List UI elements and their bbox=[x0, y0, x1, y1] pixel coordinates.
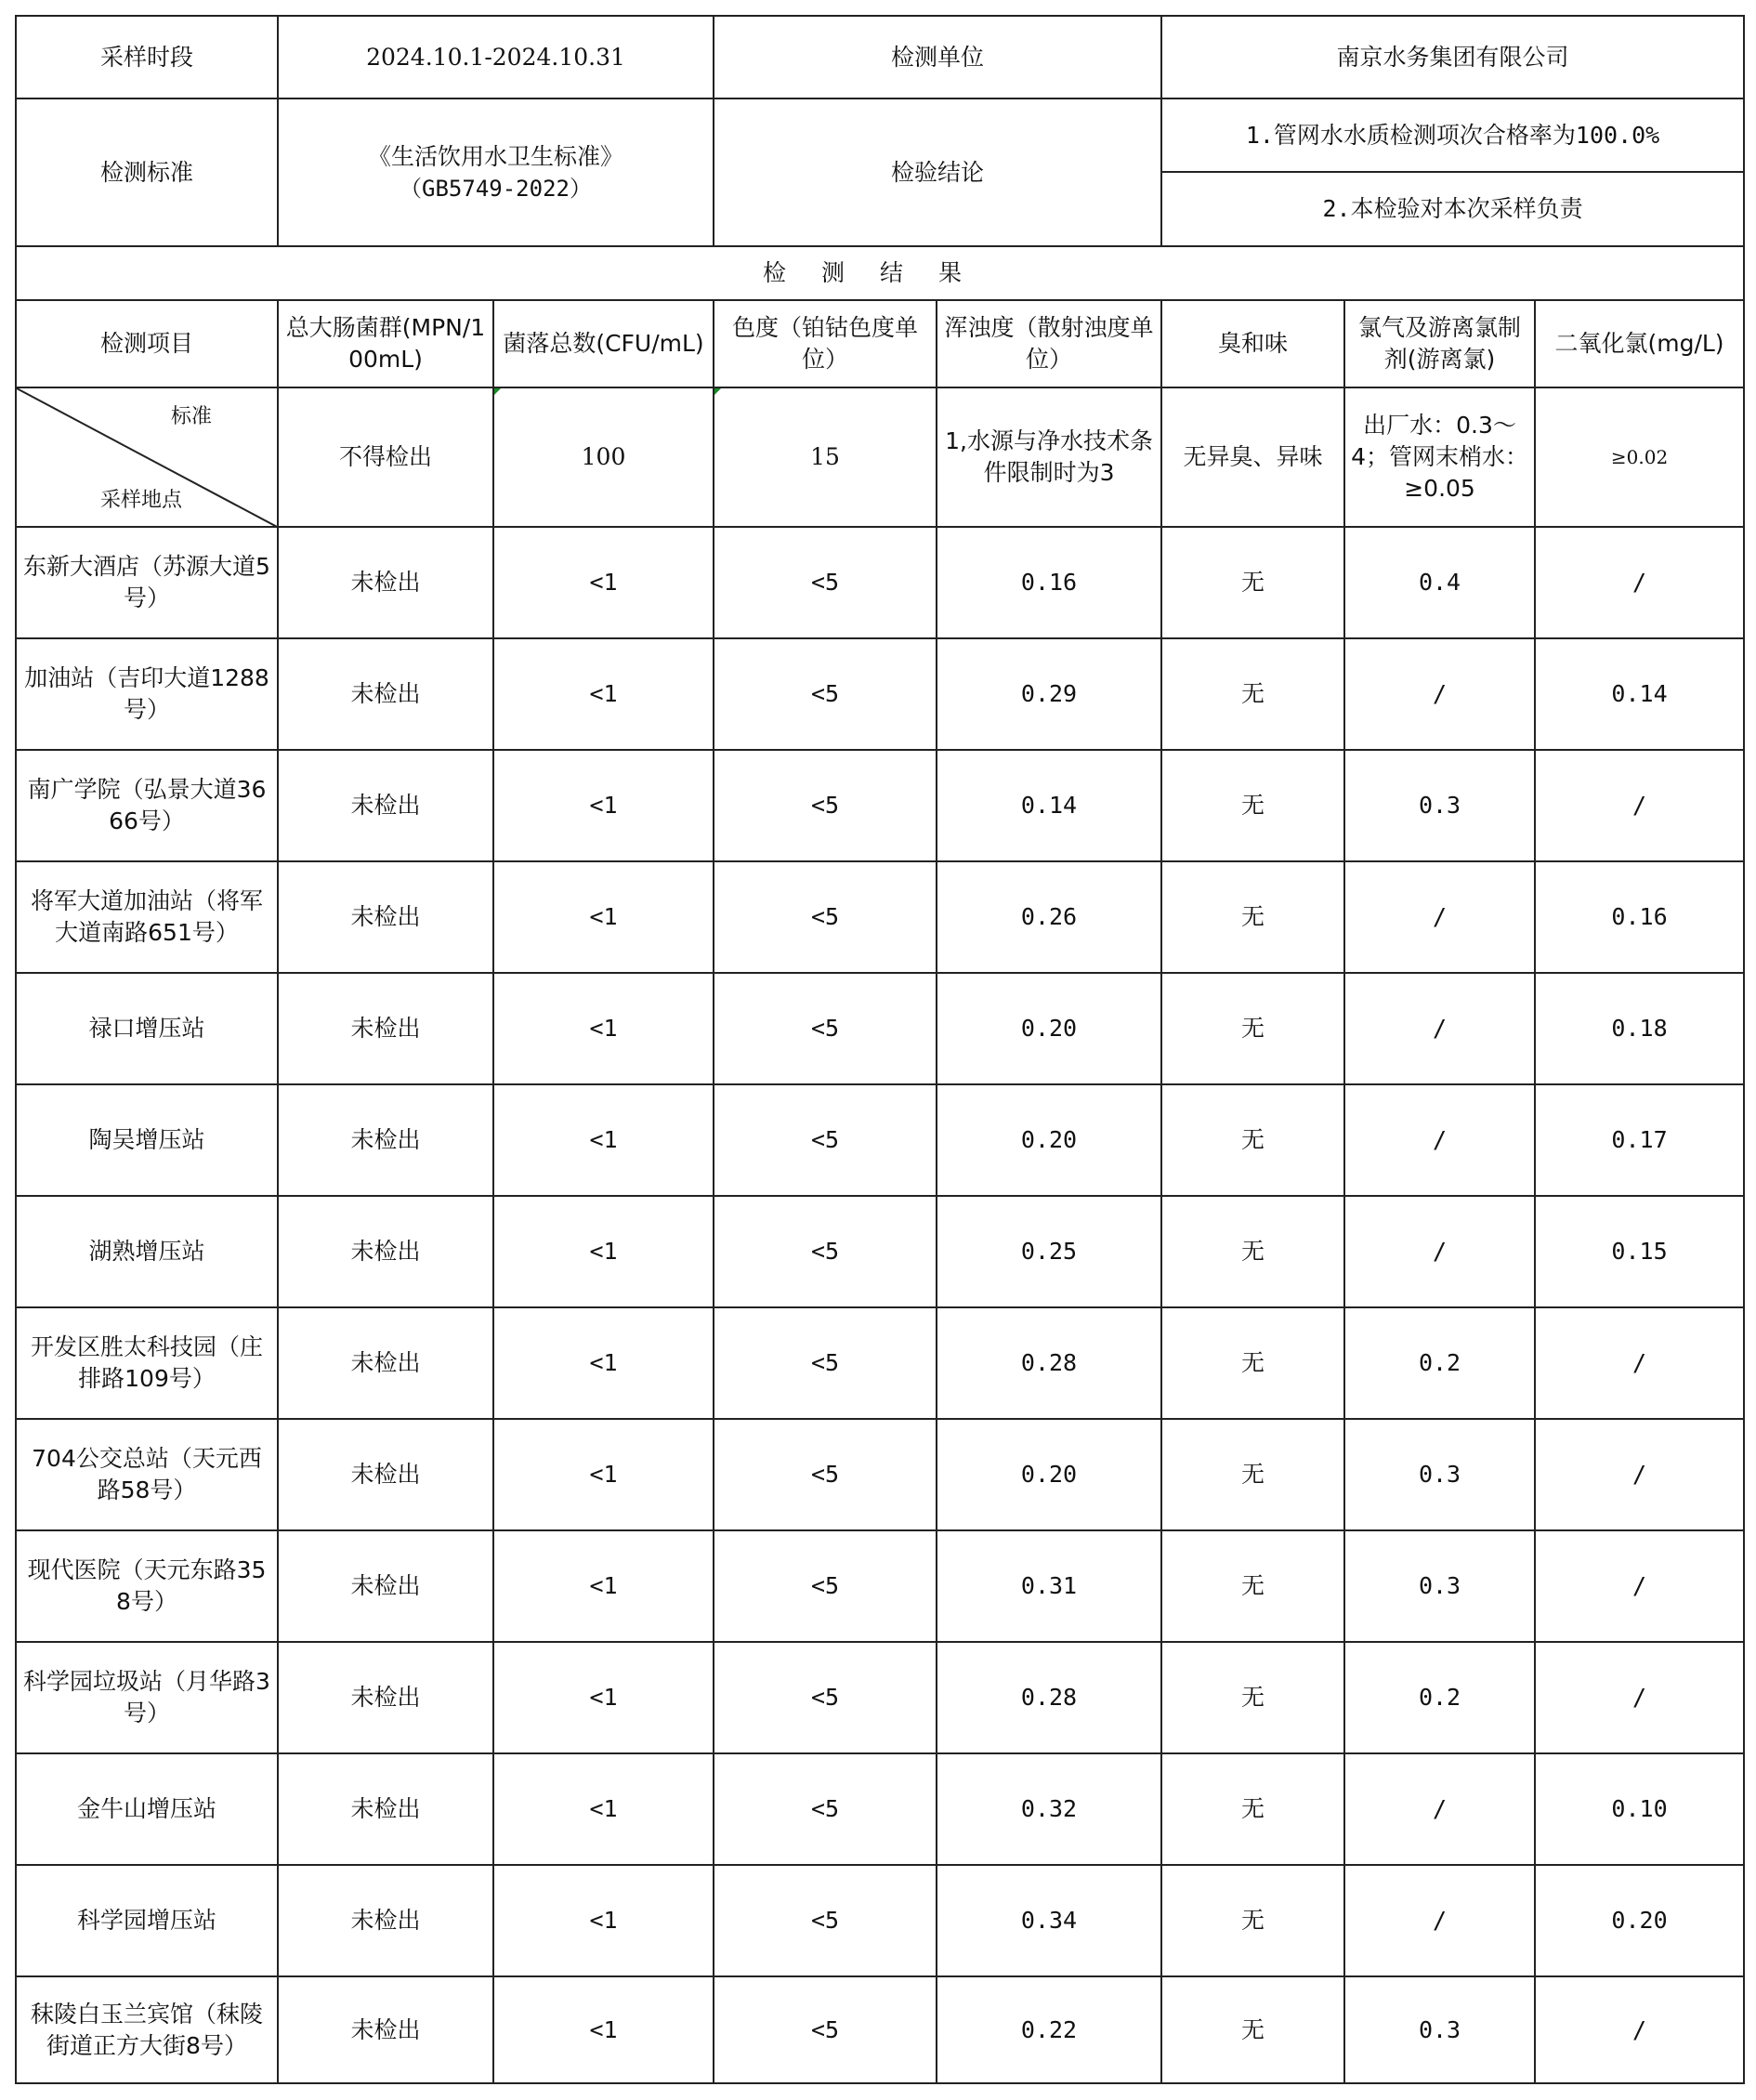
coliform-cell: 未检出 bbox=[278, 750, 493, 861]
site-cell: 现代医院（天元东路358号） bbox=[16, 1530, 278, 1642]
table-row bbox=[16, 638, 1744, 750]
table-row bbox=[16, 861, 1744, 973]
odor-cell: 无 bbox=[1161, 1865, 1344, 1976]
header-row-standard bbox=[16, 98, 1744, 172]
diagonal-header-cell bbox=[16, 387, 278, 527]
site-cell: 陶吴增压站 bbox=[16, 1084, 278, 1196]
results-title: 检测结果 bbox=[16, 246, 1744, 300]
header-row-period bbox=[16, 16, 1744, 98]
dioxide-cell: 0.18 bbox=[1535, 973, 1744, 1084]
color-cell: <5 bbox=[714, 1419, 937, 1530]
odor-cell: 无 bbox=[1161, 527, 1344, 638]
odor-cell: 无 bbox=[1161, 638, 1344, 750]
col-color: 色度（铂钴色度单位） bbox=[714, 300, 937, 387]
standard-label: 检测标准 bbox=[16, 98, 278, 246]
turbidity-cell: 0.20 bbox=[937, 973, 1161, 1084]
table-row bbox=[16, 1753, 1744, 1865]
turbidity-cell: 0.14 bbox=[937, 750, 1161, 861]
coliform-cell: 未检出 bbox=[278, 1419, 493, 1530]
dioxide-cell: 0.16 bbox=[1535, 861, 1744, 973]
odor-cell: 无 bbox=[1161, 750, 1344, 861]
coliform-cell: 未检出 bbox=[278, 1084, 493, 1196]
turbidity-cell: 0.34 bbox=[937, 1865, 1161, 1976]
chlorine-cell: 0.3 bbox=[1344, 750, 1535, 861]
std-odor: 无异臭、异味 bbox=[1161, 387, 1344, 527]
unit-label: 检测单位 bbox=[714, 16, 1161, 98]
odor-cell: 无 bbox=[1161, 1976, 1344, 2083]
col-coliform: 总大肠菌群(MPN/100mL) bbox=[278, 300, 493, 387]
table-row bbox=[16, 1530, 1744, 1642]
color-cell: <5 bbox=[714, 1976, 937, 2083]
coliform-cell: 未检出 bbox=[278, 973, 493, 1084]
odor-cell: 无 bbox=[1161, 1530, 1344, 1642]
coliform-cell: 未检出 bbox=[278, 1642, 493, 1753]
turbidity-cell: 0.20 bbox=[937, 1084, 1161, 1196]
table-row bbox=[16, 1307, 1744, 1419]
chlorine-cell: / bbox=[1344, 1084, 1535, 1196]
site-cell: 金牛山增压站 bbox=[16, 1753, 278, 1865]
chlorine-cell: / bbox=[1344, 861, 1535, 973]
col-item: 检测项目 bbox=[16, 300, 278, 387]
dioxide-cell: 0.14 bbox=[1535, 638, 1744, 750]
site-cell: 东新大酒店（苏源大道5号） bbox=[16, 527, 278, 638]
std-chlorine: 出厂水：0.3～4；管网末梢水：≥0.05 bbox=[1344, 387, 1535, 527]
turbidity-cell: 0.32 bbox=[937, 1753, 1161, 1865]
std-coliform: 不得检出 bbox=[278, 387, 493, 527]
colony-cell: <1 bbox=[493, 750, 714, 861]
color-cell: <5 bbox=[714, 1642, 937, 1753]
table-row bbox=[16, 750, 1744, 861]
odor-cell: 无 bbox=[1161, 1419, 1344, 1530]
chlorine-cell: 0.3 bbox=[1344, 1976, 1535, 2083]
coliform-cell: 未检出 bbox=[278, 638, 493, 750]
std-colony: 100 bbox=[493, 387, 714, 527]
color-cell: <5 bbox=[714, 527, 937, 638]
dioxide-cell: / bbox=[1535, 1642, 1744, 1753]
site-cell: 南广学院（弘景大道3666号） bbox=[16, 750, 278, 861]
color-cell: <5 bbox=[714, 1865, 937, 1976]
colony-cell: <1 bbox=[493, 973, 714, 1084]
conclusion-1: 1.管网水水质检测项次合格率为100.0% bbox=[1161, 98, 1744, 172]
color-cell: <5 bbox=[714, 861, 937, 973]
site-cell: 湖熟增压站 bbox=[16, 1196, 278, 1307]
colony-cell: <1 bbox=[493, 1642, 714, 1753]
color-cell: <5 bbox=[714, 1196, 937, 1307]
column-header-row bbox=[16, 300, 1744, 387]
dioxide-cell: / bbox=[1535, 1530, 1744, 1642]
colony-cell: <1 bbox=[493, 1419, 714, 1530]
turbidity-cell: 0.20 bbox=[937, 1419, 1161, 1530]
chlorine-cell: 0.2 bbox=[1344, 1642, 1535, 1753]
dioxide-cell: 0.17 bbox=[1535, 1084, 1744, 1196]
standard-value bbox=[278, 98, 714, 246]
odor-cell: 无 bbox=[1161, 973, 1344, 1084]
conclusion-label: 检验结论 bbox=[714, 98, 1161, 246]
dioxide-cell: 0.10 bbox=[1535, 1753, 1744, 1865]
colony-cell: <1 bbox=[493, 1865, 714, 1976]
odor-cell: 无 bbox=[1161, 861, 1344, 973]
odor-cell: 无 bbox=[1161, 1084, 1344, 1196]
color-cell: <5 bbox=[714, 1084, 937, 1196]
dioxide-cell: / bbox=[1535, 750, 1744, 861]
coliform-cell: 未检出 bbox=[278, 1307, 493, 1419]
table-row bbox=[16, 1976, 1744, 2083]
colony-cell: <1 bbox=[493, 638, 714, 750]
col-chlorine: 氯气及游离氯制剂(游离氯) bbox=[1344, 300, 1535, 387]
chlorine-cell: / bbox=[1344, 1753, 1535, 1865]
site-cell: 将军大道加油站（将军大道南路651号） bbox=[16, 861, 278, 973]
dioxide-cell: / bbox=[1535, 1976, 1744, 2083]
col-turbidity: 浑浊度（散射浊度单位） bbox=[937, 300, 1161, 387]
colony-cell: <1 bbox=[493, 527, 714, 638]
std-color: 15 bbox=[714, 387, 937, 527]
dioxide-cell: / bbox=[1535, 1307, 1744, 1419]
chlorine-cell: / bbox=[1344, 1196, 1535, 1307]
odor-cell: 无 bbox=[1161, 1753, 1344, 1865]
table-row bbox=[16, 1865, 1744, 1976]
coliform-cell: 未检出 bbox=[278, 861, 493, 973]
site-cell: 科学园垃圾站（月华路3号） bbox=[16, 1642, 278, 1753]
table-row bbox=[16, 527, 1744, 638]
col-dioxide: 二氧化氯(mg/L) bbox=[1535, 300, 1744, 387]
std-dioxide: ≥0.02 bbox=[1535, 387, 1744, 527]
coliform-cell: 未检出 bbox=[278, 1196, 493, 1307]
turbidity-cell: 0.22 bbox=[937, 1976, 1161, 2083]
coliform-cell: 未检出 bbox=[278, 1753, 493, 1865]
site-cell: 禄口增压站 bbox=[16, 973, 278, 1084]
color-cell: <5 bbox=[714, 638, 937, 750]
diag-site-label: 采样地点 bbox=[100, 489, 183, 512]
site-cell: 加油站（吉印大道1288号） bbox=[16, 638, 278, 750]
odor-cell: 无 bbox=[1161, 1642, 1344, 1753]
turbidity-cell: 0.25 bbox=[937, 1196, 1161, 1307]
turbidity-cell: 0.28 bbox=[937, 1307, 1161, 1419]
color-cell: <5 bbox=[714, 973, 937, 1084]
diag-standard-label: 标准 bbox=[170, 405, 212, 428]
turbidity-cell: 0.16 bbox=[937, 527, 1161, 638]
results-title-row bbox=[16, 246, 1744, 300]
chlorine-cell: 0.3 bbox=[1344, 1419, 1535, 1530]
col-odor: 臭和味 bbox=[1161, 300, 1344, 387]
standard-name: 《生活饮用水卫生标准》 bbox=[368, 142, 624, 170]
odor-cell: 无 bbox=[1161, 1307, 1344, 1419]
color-cell: <5 bbox=[714, 1530, 937, 1642]
period-value: 2024.10.1-2024.10.31 bbox=[278, 16, 714, 98]
water-quality-report-table bbox=[15, 15, 1745, 2084]
period-label: 采样时段 bbox=[16, 16, 278, 98]
site-cell: 开发区胜太科技园（庄排路109号） bbox=[16, 1307, 278, 1419]
colony-cell: <1 bbox=[493, 861, 714, 973]
table-row bbox=[16, 973, 1744, 1084]
std-turbidity: 1,水源与净水技术条件限制时为3 bbox=[937, 387, 1161, 527]
table-row bbox=[16, 1196, 1744, 1307]
coliform-cell: 未检出 bbox=[278, 1976, 493, 2083]
coliform-cell: 未检出 bbox=[278, 527, 493, 638]
colony-cell: <1 bbox=[493, 1530, 714, 1642]
chlorine-cell: 0.3 bbox=[1344, 1530, 1535, 1642]
color-cell: <5 bbox=[714, 750, 937, 861]
table-row bbox=[16, 1419, 1744, 1530]
colony-cell: <1 bbox=[493, 1196, 714, 1307]
odor-cell: 无 bbox=[1161, 1196, 1344, 1307]
conclusion-2: 2.本检验对本次采样负责 bbox=[1161, 172, 1744, 246]
chlorine-cell: / bbox=[1344, 638, 1535, 750]
turbidity-cell: 0.31 bbox=[937, 1530, 1161, 1642]
colony-cell: <1 bbox=[493, 1976, 714, 2083]
standard-code: （GB5749-2022） bbox=[400, 175, 592, 202]
col-colony: 菌落总数(CFU/mL) bbox=[493, 300, 714, 387]
chlorine-cell: / bbox=[1344, 973, 1535, 1084]
site-cell: 科学园增压站 bbox=[16, 1865, 278, 1976]
color-cell: <5 bbox=[714, 1307, 937, 1419]
coliform-cell: 未检出 bbox=[278, 1865, 493, 1976]
turbidity-cell: 0.29 bbox=[937, 638, 1161, 750]
coliform-cell: 未检出 bbox=[278, 1530, 493, 1642]
unit-value: 南京水务集团有限公司 bbox=[1161, 16, 1744, 98]
colony-cell: <1 bbox=[493, 1753, 714, 1865]
dioxide-cell: 0.15 bbox=[1535, 1196, 1744, 1307]
turbidity-cell: 0.28 bbox=[937, 1642, 1161, 1753]
color-cell: <5 bbox=[714, 1753, 937, 1865]
chlorine-cell: 0.2 bbox=[1344, 1307, 1535, 1419]
chlorine-cell: / bbox=[1344, 1865, 1535, 1976]
standard-limits-row bbox=[16, 387, 1744, 527]
chlorine-cell: 0.4 bbox=[1344, 527, 1535, 638]
colony-cell: <1 bbox=[493, 1084, 714, 1196]
table-row bbox=[16, 1084, 1744, 1196]
dioxide-cell: / bbox=[1535, 527, 1744, 638]
table-row bbox=[16, 1642, 1744, 1753]
dioxide-cell: 0.20 bbox=[1535, 1865, 1744, 1976]
dioxide-cell: / bbox=[1535, 1419, 1744, 1530]
turbidity-cell: 0.26 bbox=[937, 861, 1161, 973]
site-cell: 704公交总站（天元西路58号） bbox=[16, 1419, 278, 1530]
site-cell: 秣陵白玉兰宾馆（秣陵街道正方大街8号） bbox=[16, 1976, 278, 2083]
colony-cell: <1 bbox=[493, 1307, 714, 1419]
